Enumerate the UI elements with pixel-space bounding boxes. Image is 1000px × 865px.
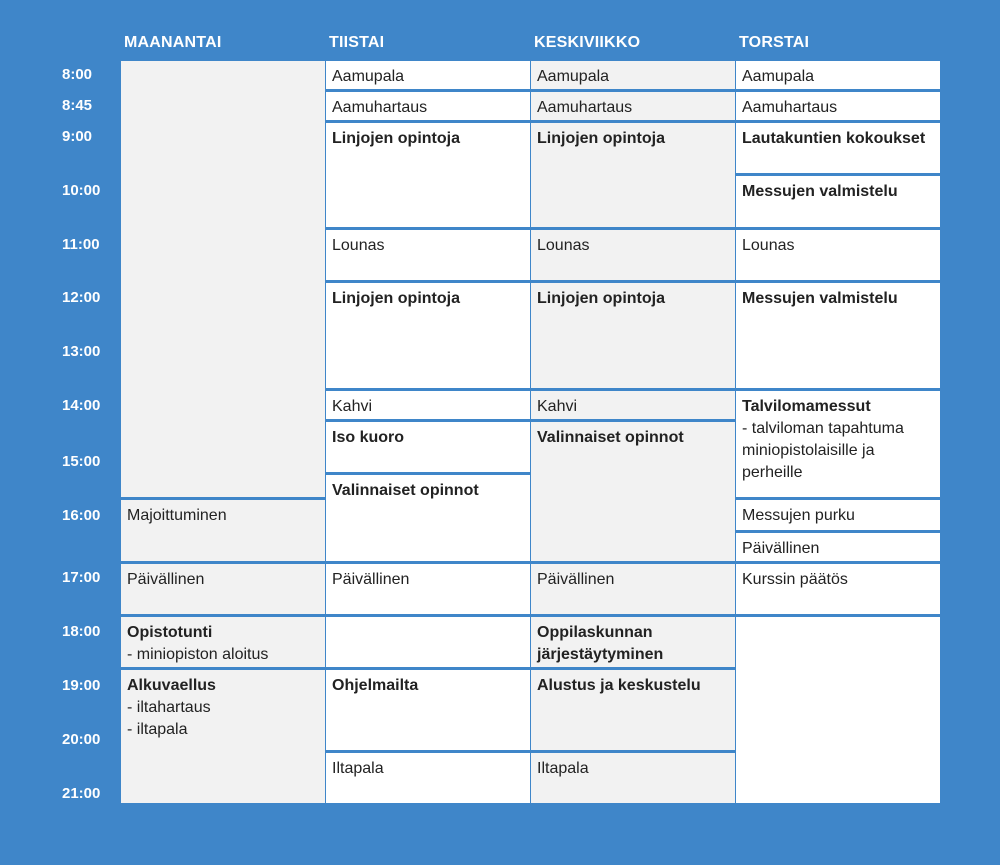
- event-text: Lounas: [332, 237, 385, 254]
- event-text: Aamuhartaus: [742, 99, 838, 116]
- event-text: Aamuhartaus: [332, 99, 428, 116]
- event-text: Aamuhartaus: [537, 99, 633, 116]
- event-cell-wed-lounas: [531, 230, 735, 280]
- event-cell-tue-ohjelmailta: [326, 670, 530, 750]
- time-label: 18:00: [62, 623, 101, 640]
- time-label: 11:00: [62, 236, 100, 253]
- event-cell-mon-majoittuminen: [121, 500, 325, 561]
- event-cell-thu-aamuhartaus: [736, 92, 940, 120]
- event-cell-tue-paivallinen: [326, 564, 530, 614]
- event-text: Iltapala: [332, 760, 384, 777]
- event-cell-wed-paivallinen: [531, 564, 735, 614]
- event-cell-tue-linjojen-1: [326, 123, 530, 227]
- time-label: 17:00: [62, 569, 101, 586]
- event-cell-wed-aamuhartaus: [531, 92, 735, 120]
- event-detail: - talviloman tapahtuma miniopistolaisille ja perheille: [742, 420, 904, 481]
- event-cell-wed-linjojen-1: [531, 123, 735, 227]
- event-title: Messujen valmistelu: [742, 183, 898, 200]
- event-text: Päivällinen: [742, 540, 820, 557]
- event-title: Linjojen opintoja: [537, 130, 665, 147]
- event-cell-wed-valinnaiset: [531, 422, 735, 561]
- event-cell-tue-iltapala: [326, 753, 530, 803]
- time-label: 12:00: [62, 289, 101, 306]
- event-text: Iltapala: [537, 760, 589, 777]
- event-text: Aamupala: [537, 68, 610, 85]
- event-cell-tue-aamupala: [326, 61, 530, 89]
- day-header-keskiviikko: KESKIVIIKKO: [534, 34, 641, 51]
- event-cell-wed-alustus: [531, 670, 735, 750]
- event-text: Messujen purku: [742, 507, 855, 524]
- event-text: Kurssin päätös: [742, 571, 848, 588]
- event-text: Kahvi: [332, 398, 373, 415]
- day-header-torstai: TORSTAI: [739, 34, 810, 51]
- event-title: Ohjelmailta: [332, 677, 419, 694]
- event-text: Aamupala: [742, 68, 815, 85]
- event-text: Lounas: [537, 237, 590, 254]
- event-cell-thu-paatos: [736, 564, 940, 614]
- event-cell-thu-messut-1: [736, 176, 940, 227]
- time-label: 8:45: [62, 97, 93, 114]
- time-label: 21:00: [62, 785, 101, 802]
- event-text: Päivällinen: [127, 571, 205, 588]
- event-cell-thu-messut-2: [736, 283, 940, 388]
- event-cell-thu-lautakunnat: [736, 123, 940, 173]
- event-title: Iso kuoro: [332, 429, 405, 446]
- event-cell-mon-paivallinen: [121, 564, 325, 614]
- time-label: 20:00: [62, 731, 101, 748]
- time-label: 13:00: [62, 343, 101, 360]
- event-cell-wed-oppilaskunta: [531, 617, 735, 667]
- event-text: Päivällinen: [332, 571, 410, 588]
- event-title: Alustus ja keskustelu: [537, 677, 701, 694]
- event-cell-mon-alkuvaellus: [121, 670, 325, 803]
- event-text: Lounas: [742, 237, 795, 254]
- event-title: Alkuvaellus: [127, 677, 216, 694]
- event-cell-thu-empty: [736, 617, 940, 803]
- event-cell-wed-aamupala: [531, 61, 735, 89]
- event-title: Oppilaskunnan järjestäytyminen: [537, 624, 664, 663]
- event-cell-wed-kahvi: [531, 391, 735, 419]
- event-title: Linjojen opintoja: [537, 290, 665, 307]
- event-cell-tue-aamuhartaus: [326, 92, 530, 120]
- event-title: Valinnaiset opinnot: [537, 429, 684, 446]
- event-cell-thu-talvilomamessut: [736, 391, 940, 497]
- event-title: Linjojen opintoja: [332, 130, 460, 147]
- event-cell-thu-lounas: [736, 230, 940, 280]
- time-label: 8:00: [62, 66, 93, 83]
- event-cell-tue-kahvi: [326, 391, 530, 419]
- event-text: Aamupala: [332, 68, 405, 85]
- event-cell-tue-valinnaiset: [326, 475, 530, 561]
- time-label: 14:00: [62, 397, 101, 414]
- event-title: Opistotunti: [127, 624, 213, 641]
- event-cell-tue-iso-kuoro: [326, 422, 530, 472]
- event-cell-thu-aamupala: [736, 61, 940, 89]
- day-header-tiistai: TIISTAI: [329, 34, 385, 51]
- time-label: 15:00: [62, 453, 101, 470]
- event-cell-tue-empty: [326, 617, 530, 667]
- event-detail: - miniopiston aloitus: [127, 646, 269, 663]
- event-title: Valinnaiset opinnot: [332, 482, 479, 499]
- event-detail: - iltapala: [127, 721, 188, 738]
- event-text: Päivällinen: [537, 571, 615, 588]
- event-cell-wed-linjojen-2: [531, 283, 735, 388]
- time-label: 9:00: [62, 128, 93, 145]
- day-header-maanantai: MAANANTAI: [124, 34, 222, 51]
- event-cell-tue-lounas: [326, 230, 530, 280]
- event-cell-mon-empty: [121, 61, 325, 497]
- event-title: Messujen valmistelu: [742, 290, 898, 307]
- event-cell-tue-linjojen-2: [326, 283, 530, 388]
- event-cell-mon-opistotunti: [121, 617, 325, 667]
- time-label: 10:00: [62, 182, 101, 199]
- event-cell-thu-paivallinen: [736, 533, 940, 561]
- event-cell-thu-purku: [736, 500, 940, 530]
- event-title: Lautakuntien kokoukset: [742, 130, 926, 147]
- time-label: 16:00: [62, 507, 101, 524]
- event-title: Linjojen opintoja: [332, 290, 460, 307]
- event-text: Majoittuminen: [127, 507, 227, 524]
- event-title: Talvilomamessut: [742, 398, 871, 415]
- event-detail: - iltahartaus: [127, 699, 211, 716]
- event-cell-wed-iltapala: [531, 753, 735, 803]
- event-text: Kahvi: [537, 398, 578, 415]
- time-label: 19:00: [62, 677, 101, 694]
